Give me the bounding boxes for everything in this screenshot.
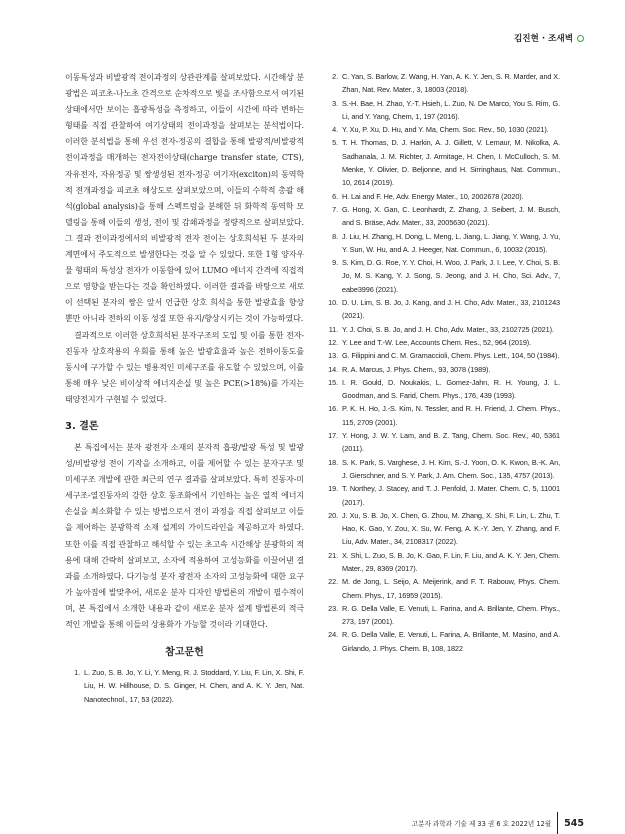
reference-number: 12. [328, 337, 338, 347]
reference-item [323, 296, 560, 323]
reference-text: R. G. Della Valle, E. Venuti, L. Farina, A. Brillante, M. Masino, and A. Girlando, J. Phys. Chem. B, 108, 1822 [342, 630, 560, 653]
reference-text: I. R. Gould, D. Noukakis, L. Gomez-Jahn, R. H. Young, J. L. Goodman, and S. Farid, Chem. Phys., 176, 439 (1993). [342, 377, 560, 401]
reference-text: H. Lai and F. He, Adv. Energy Mater., 10, 2002678 (2020). [342, 191, 524, 201]
reference-number: 16. [328, 404, 338, 414]
right-column [323, 70, 560, 655]
reference-item [323, 402, 560, 429]
reference-item [323, 376, 560, 403]
reference-text: R. A. Marcus, J. Phys. Chem., 93, 3078 (1989). [342, 364, 491, 374]
reference-number: 17. [328, 431, 338, 441]
reference-item [323, 336, 560, 349]
reference-item [323, 349, 560, 362]
reference-text: G. Filippini and C. M. Gramaccioli, Chem. Phys. Lett., 104, 50 (1984). [342, 351, 560, 361]
reference-text: Y. Xu, P. Xu, D. Hu, and Y. Ma, Chem. Soc. Rev., 50, 1030 (2021). [342, 125, 549, 135]
reference-item [323, 230, 560, 257]
reference-item [323, 70, 560, 97]
running-header [514, 32, 584, 44]
reference-number: 2. [332, 72, 338, 81]
reference-text: J. Liu, H. Zhang, H. Dong, L. Meng, L. Jiang, L. Jiang, Y. Wang, J. Yu, Y. Sun, W. Hu, and A. J. Heeger, Nat. Commun., 6, 10032 (2015). [342, 231, 560, 254]
reference-number: 13. [328, 351, 338, 361]
reference-number: 5. [332, 138, 338, 148]
reference-item [323, 363, 560, 376]
reference-text: S. K. Park, S. Varghese, J. H. Kim, S.-J. Yoon, O. K. Kwon, B.-K. An, J. Gierschner, and S. Y. Park, J. Am. Chem. Soc., 135, 4757 (2013). [342, 457, 560, 480]
reference-item [323, 575, 560, 602]
body-paragraph: 본 특집에서는 분자 광전자 소재의 분자적 흡광/발광 특성 및 발광성/비발광성 전이 기작을 소개하고, 이를 제어할 수 있는 분자구조 및 미세구조 개발에 관한 최근의 연구 결과를 살펴보았다. 특히 진동자-미세구조-열진동자의 강한 상호 동조화에서 기인하는 높은 열적 에너지 손실을 최소화할 수 있는 방법으로서 전이 과정을 직접 살펴보고 이들을 제어하는 분광학적 소재 설계의 가이드라인을 제공하고자 하였다. 또한 이를 직접 관찰하고 해석할 수 있는 초고속 시간해상 분광학의 적용에 대해 간략히 살펴보고, 소자에 적용하여 고성능화를 이끌어낸 결과를 소개하였다. 다기능성 분자 광전자 소자의 고성능화에 대한 요구가 높아짐에 발맞추어, 새로운 분자 디자인 방법론의 개발이 필수적이며, 본 특집에서 소개한 내용과 같이 새로운 분자 설계 방법론의 적극적인 개발을 통해 이들의 상용화가 가능할 것이라 기대한다. [65, 442, 304, 629]
reference-item [323, 323, 560, 336]
reference-number: 1. [74, 668, 80, 678]
reference-text: X. Shi, L. Zuo, S. B. Jo, K. Gao, F. Lin, F. Liu, and A. K. Y. Jen, Chem. Mater., 29, 8369 (2017). [342, 550, 560, 573]
reference-text: S.-H. Bae, H. Zhao, Y.-T. Hsieh, L. Zuo, N. De Marco, You S. Rim, G. Li, and Y. Yang, Chem, 1, 197 (2016). [342, 98, 560, 121]
reference-item [323, 482, 560, 509]
reference-number: 6. [332, 191, 338, 201]
reference-text: G. Hong, X. Gan, C. Leonhardt, Z. Zhang, J. Seibert, J. M. Busch, and S. Bräse, Adv. Mater., 33, 2005630 (2021). [342, 204, 560, 228]
reference-item [323, 628, 560, 655]
reference-text: D. U. Lim, S. B. Jo, J. Kang, and J. H. Cho, Adv. Mater., 33, 2101243 (2021). [342, 298, 560, 321]
reference-item [323, 123, 560, 136]
reference-text: M. de Jong, L. Seijo, A. Meijerink, and F. T. Rabouw, Phys. Chem. Chem. Phys., 17, 16959 (2015). [342, 577, 560, 600]
body-paragraph: 이동특성과 비발광적 전이과정의 상관관계를 살펴보았다. 시간해상 분광법은 피코초-나노초 간격으로 순차적으로 빛을 조사함으로서 여기된 상태에서만 보이는 흡광특성을 측정하고, 이들이 시간에 따라 변하는 형태를 직접 관찰하여 여기상태의 전이과정을 살펴보는 분석법이다. 이러한 분석법을 통해 우선 전자-정공의 결합을 통해 발광적/비발광적 전이과정을 매개하는 전자전이상태(charge transfer state, CTS), 자유전자, 자유정공 및 쌍생성된 전자-정공 여기자(exciton)의 동역학적 전개과정을 피코초 해상도로 살펴보았으며, 이들의 수학적 총괄 해석(global analysis)을 통해 스펙트럼을 분해한 뒤 화학적 동역학 모델링을 통해 이들의 생성, 전이 및 감쇄과정을 정량적으로 살펴보았다. 그 결과 전이과정에서의 비발광적 전자 전이는 상호희석된 두 분자의 계면에서 주도적으로 발생한다는 것을 알 수 있었다. 또한 1형 양자우물 형태의 특성상 전자가 이동함에 있어 LUMO 에너지 간격에 직접적으로 영향을 받는다는 것을 확인하였다. 이러한 결과를 바탕으로 새로이 선택된 분자의 쌍은 앞서 언급한 상호 희석을 통한 발광효율 향상 뿐만 아니라 전하의 이동 성질 또한 유지/향상시키는 것이 가능하였다. [65, 73, 304, 324]
reference-item [323, 456, 560, 483]
reference-text: L. Zuo, S. B. Jo, Y. Li, Y. Meng, R. J. Stoddard, Y. Liu, F. Lin, X. Shi, F. Liu, H. W. Hillhouse, D. S. Ginger, H. Chen, and A. K. Y. Jen, Nat. Nanotechnol., 17, 53 (2022). [84, 668, 304, 704]
left-column [65, 70, 304, 706]
reference-number: 19. [328, 484, 338, 494]
reference-item [323, 549, 560, 576]
header-circle-icon [577, 35, 584, 42]
reference-text: C. Yan, S. Barlow, Z. Wang, H. Yan, A. K. Y. Jen, S. R. Marder, and X. Zhan, Nat. Rev. Mater., 3, 18003 (2018). [342, 72, 560, 95]
reference-number: 7. [332, 204, 338, 214]
reference-text: T. H. Thomas, D. J. Harkin, A. J. Gillett, V. Lemaur, M. Nikolka, A. Sadhanala, J. M. Richter, J. Armitage, H. Chen, I. McCulloch, S. M. Menke, Y. Olivier, D. Beljonne, and H. Sirringhaus, Nat. Commun., 10, 2614 (2019). [342, 138, 560, 188]
reference-item [323, 136, 560, 189]
footer-divider [557, 812, 558, 834]
reference-text: T. Northey, J. Stacey, and T. J. Penfold, J. Mater. Chem. C, 5, 11001 (2017). [342, 484, 560, 507]
reference-number: 24. [328, 630, 338, 640]
reference-text: Y. Lee and T.-W. Lee, Accounts Chem. Res., 52, 964 (2019). [342, 337, 532, 347]
reference-number: 11. [328, 324, 338, 334]
reference-item [323, 602, 560, 629]
reference-item [323, 256, 560, 296]
reference-list-right [323, 70, 560, 655]
reference-number: 3. [332, 98, 338, 108]
reference-number: 9. [332, 258, 338, 268]
reference-item [65, 666, 304, 706]
reference-number: 8. [332, 231, 338, 241]
reference-item [323, 429, 560, 456]
conclusion-heading: 3. 결론 [65, 420, 99, 432]
page-number: 545 [564, 817, 584, 829]
reference-item [323, 97, 560, 124]
body-paragraph: 결과적으로 이러한 상호희석된 분자구조의 도입 및 이를 통한 전자-진동자 상호작용의 우회를 통해 높은 발광효율과 높은 전하이동도를 동시에 구가할 수 있는 병용적인 미세구조를 유도할 수 있었으며, 이를 통해 매우 낮은 비이상적 에너지손실 및 높은 PCE(>18%)를 가지는 태양전지가 구현될 수 있었다. [65, 330, 304, 404]
reference-number: 4. [332, 125, 338, 135]
reference-number: 22. [328, 577, 338, 587]
reference-text: S. Kim, D. G. Roe, Y. Y. Choi, H. Woo, J. Park, J. I. Lee, Y. Choi, S. B. Jo, M. S. Kang, Y. J. Song, S. Jeong, and J. H. Cho, Sci. Adv., 7, eabe3996 (2021). [342, 258, 560, 294]
reference-item [323, 190, 560, 203]
reference-list-left [65, 666, 304, 706]
reference-number: 20. [328, 510, 338, 520]
reference-item [323, 509, 560, 549]
reference-item [323, 203, 560, 230]
reference-text: Y. J. Choi, S. B. Jo, and J. H. Cho, Adv. Mater., 33, 2102725 (2021). [342, 324, 554, 334]
reference-number: 14. [328, 364, 338, 374]
references-heading: 참고문헌 [165, 647, 204, 659]
reference-number: 18. [328, 457, 338, 467]
reference-number: 23. [328, 603, 338, 613]
reference-number: 10. [328, 298, 338, 308]
page-footer [412, 812, 584, 834]
reference-text: P. K. H. Ho, J.-S. Kim, N. Tessler, and R. H. Friend, J. Chem. Phys., 115, 2709 (2001). [342, 404, 560, 427]
header-authors: 김진현 · 조새벽 [513, 34, 573, 44]
reference-text: R. G. Della Valle, E. Venuti, L. Farina, and A. Brillante, Chem. Phys., 273, 197 (2001). [342, 603, 560, 627]
reference-text: J. Xu, S. B. Jo, X. Chen, G. Zhou, M. Zhang, X. Shi, F. Lin, L. Zhu, T. Hao, K. Gao, Y. Zou, X. Su, W. Feng, A. K.-Y. Jen, Y. Zhang, and F. Liu, Adv. Mater., 34, 2108317 (2022). [342, 510, 560, 547]
reference-number: 15. [328, 377, 338, 387]
reference-number: 21. [328, 550, 338, 560]
journal-info: 고분자 과학과 기술 제 33 권 6 호 2022년 12월 [411, 820, 552, 828]
reference-text: Y. Hong, J. W. Y. Lam, and B. Z. Tang, Chem. Soc. Rev., 40, 5361 (2011). [342, 431, 560, 454]
